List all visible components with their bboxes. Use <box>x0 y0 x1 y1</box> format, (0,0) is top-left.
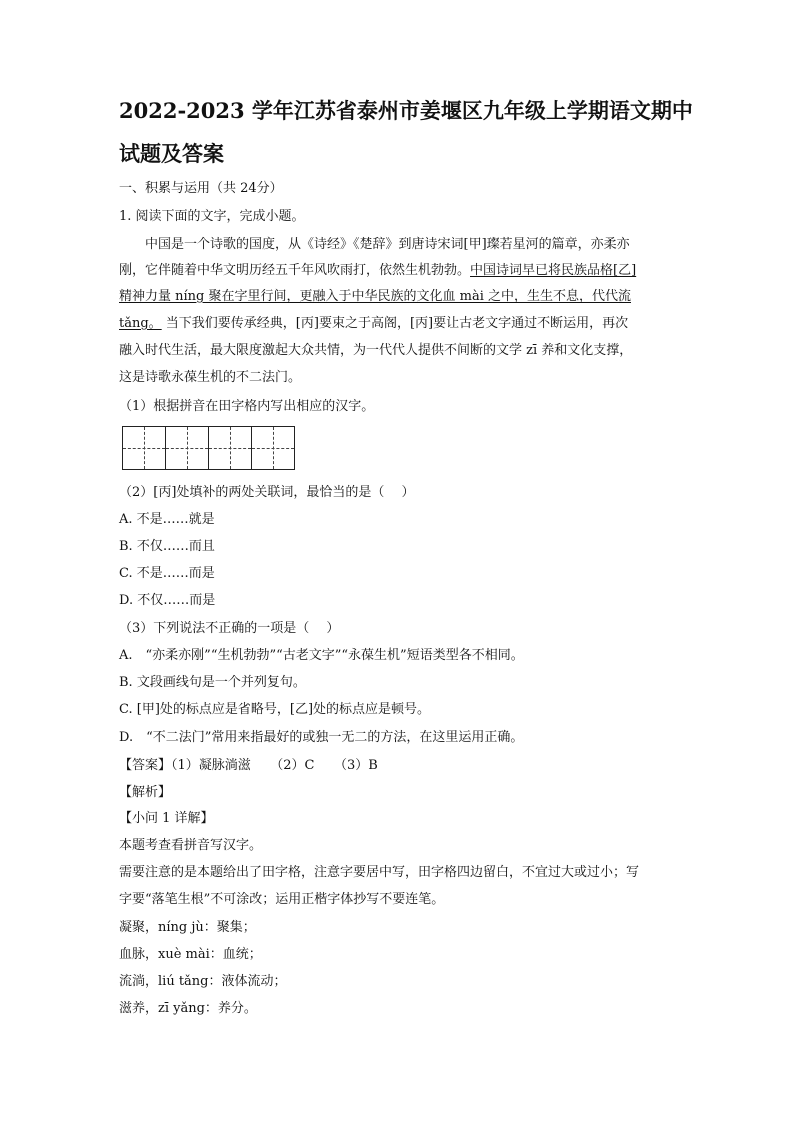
section-heading: 一、积累与运用（共 24分） <box>119 181 283 196</box>
subquestion-2-option-a: A. 不是……就是 <box>119 512 215 527</box>
passage-line-2-underlined: 中国诗词早已将民族品格[乙] <box>470 263 637 278</box>
subquestion-2-option-b: B. 不仅……而且 <box>119 539 215 554</box>
document-title-line-1: 2022-2023 学年江苏省泰州市姜堰区九年级上学期语文期中 <box>119 98 693 123</box>
passage-line-4-underlined: tǎng。 <box>119 316 162 331</box>
question-1-stem: 1. 阅读下面的文字，完成小题。 <box>119 209 305 224</box>
subquestion-2: （2）[丙]处填补的两处关联词，最恰当的是（ ） <box>119 485 415 500</box>
tianzige-cell <box>122 426 166 470</box>
answer-line: 【答案】（1）凝脉淌滋 （2）C （3）B <box>119 758 378 773</box>
passage-line-2 <box>119 262 636 280</box>
subquestion-2-option-c: C. 不是……而是 <box>119 566 215 581</box>
explanation-line: 滋养，zī yǎng：养分。 <box>119 1001 257 1016</box>
passage-line-4-plain: 当下我们要传承经典，[丙]要束之于高阁，[丙]要让古老文字通过不断运用，再次 <box>161 316 629 331</box>
passage-line-5: 融入时代生活，最大限度激起大众共情，为一代代人提供不间断的文学 zī 养和文化支撑， <box>119 343 633 358</box>
subquestion-2-option-d: D. 不仅……而是 <box>119 593 216 608</box>
subquestion-1: （1）根据拼音在田字格内写出相应的汉字。 <box>119 399 375 414</box>
explanation-line: 字要“落笔生根”不可涂改；运用正楷字体抄写不要连笔。 <box>119 892 445 907</box>
passage-line-2-plain: 刚，它伴随着中华文明历经五千年风吹雨打，依然生机勃勃。 <box>119 263 471 278</box>
tianzige-cell <box>208 426 252 470</box>
tianzige-cell <box>251 426 295 470</box>
passage-line-4 <box>119 315 628 333</box>
explanation-line: 需要注意的是本题给出了田字格，注意字要居中写，田字格四边留白，不宜过大或过小；写 <box>119 865 640 880</box>
explanation-line: 血脉，xuè mài：血统； <box>119 947 262 962</box>
passage-line-1: 中国是一个诗歌的国度，从《诗经》《楚辞》到唐诗宋词[甲]璨若星河的篇章，亦柔亦 <box>145 237 630 252</box>
document-title-line-2: 试题及答案 <box>119 141 224 166</box>
explanation-line: 本题考查看拼音写汉字。 <box>119 838 263 853</box>
subquestion-1-explanation-label: 【小问 1 详解】 <box>119 811 214 826</box>
tianzige-grid <box>122 426 294 470</box>
explanation-line: 流淌，liú tǎng：液体流动； <box>119 974 287 989</box>
passage-line-6: 这是诗歌永葆生机的不二法门。 <box>119 370 302 385</box>
analysis-label: 【解析】 <box>119 785 172 800</box>
subquestion-3-option-c: C. [甲]处的标点应是省略号，[乙]处的标点应是顿号。 <box>119 702 431 717</box>
tianzige-cell <box>165 426 209 470</box>
explanation-line: 凝聚，níng jù：聚集； <box>119 920 256 935</box>
subquestion-3-option-a: A. “亦柔亦刚”“生机勃勃”“古老文字”“永葆生机”短语类型各不相同。 <box>119 648 524 663</box>
passage-line-3: 精神力量 níng 聚在字里行间，更融入于中华民族的文化血 mài 之中，生生不息，代代流 <box>119 289 631 304</box>
subquestion-3: （3）下列说法不正确的一项是（ ） <box>119 621 340 636</box>
subquestion-3-option-d: D. “不二法门”常用来指最好的或独一无二的方法，在这里运用正确。 <box>119 730 524 745</box>
subquestion-3-option-b: B. 文段画线句是一个并列复句。 <box>119 675 306 690</box>
